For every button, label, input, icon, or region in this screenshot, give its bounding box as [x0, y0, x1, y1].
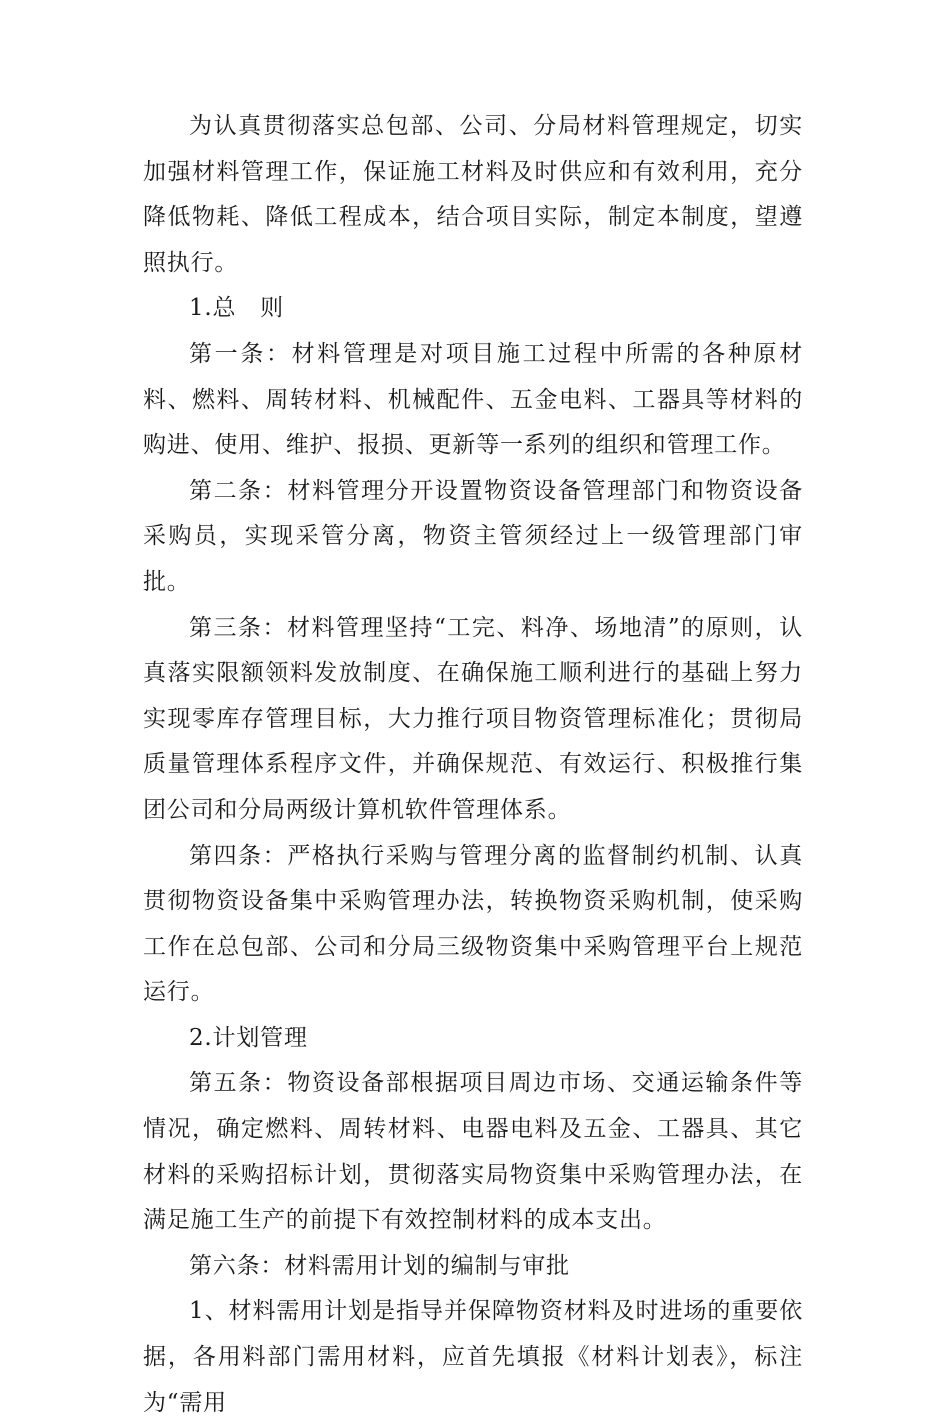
article-4-paragraph: 第四条：严格执行采购与管理分离的监督制约机制、认真贯彻物资设备集中采购管理办法，转换物资采购机制，使采购工作在总包部、公司和分局三级物资集中采购管理平台上规范运行。 [143, 842, 803, 1006]
section-heading-plan-management: 2.计划管理 [189, 1024, 308, 1051]
section-heading-general: 1.总 则 [189, 295, 284, 322]
article-6-paragraph: 第六条：材料需用计划的编制与审批 [189, 1252, 570, 1279]
article-3-paragraph: 第三条：材料管理坚持“工完、料净、场地清”的原则，认真落实限额领料发放制度、在确保施工顺利进行的基础上努力实现零库存管理目标，大力推行项目物资管理标准化；贯彻局质量管理体系程序文件，并确保规范、有效运行、积极推行集团公司和分局两级计算机软件管理体系。 [143, 614, 803, 823]
article-2-paragraph: 第二条：材料管理分开设置物资设备管理部门和物资设备采购员，实现采管分离，物资主管须经过上一级管理部门审批。 [143, 477, 803, 595]
article-6-item-1-paragraph: 1、材料需用计划是指导并保障物资材料及时进场的重要依据，各用料部门需用材料，应首先填报《材料计划表》，标注为“需用 [143, 1298, 803, 1416]
article-5-paragraph: 第五条：物资设备部根据项目周边市场、交通运输条件等情况，确定燃料、周转材料、电器电料及五金、工器具、其它材料的采购招标计划，贯彻落实局物资集中采购管理办法，在满足施工生产的前提下有效控制材料的成本支出。 [143, 1070, 803, 1234]
document-body [143, 104, 803, 1426]
intro-paragraph: 为认真贯彻落实总包部、公司、分局材料管理规定，切实加强材料管理工作，保证施工材料及时供应和有效利用，充分降低物耗、降低工程成本，结合项目实际，制定本制度，望遵照执行。 [143, 113, 803, 276]
article-1-paragraph: 第一条：材料管理是对项目施工过程中所需的各种原材料、燃料、周转材料、机械配件、五金电料、工器具等材料的购进、使用、维护、报损、更新等一系列的组织和管理工作。 [143, 340, 803, 459]
